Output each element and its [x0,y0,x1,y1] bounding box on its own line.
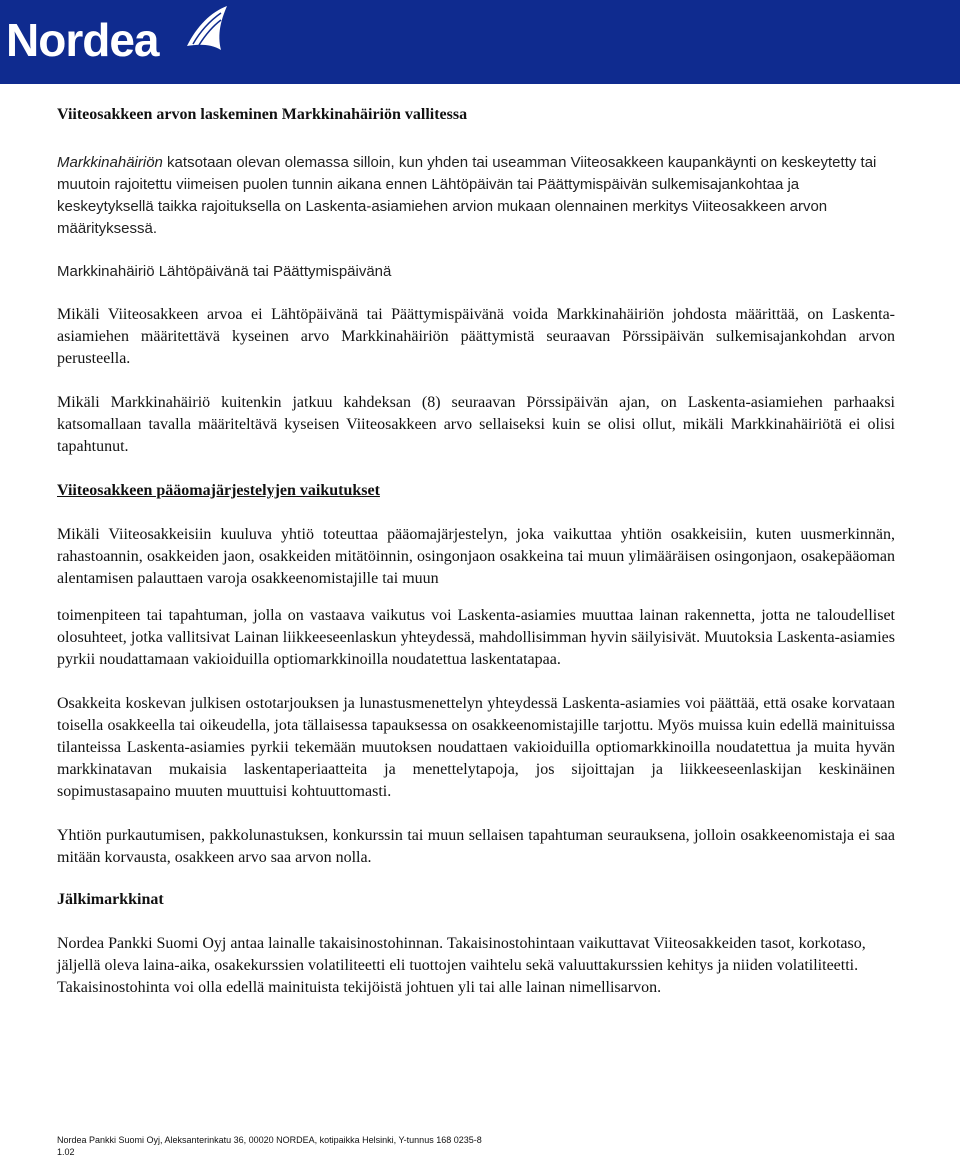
footer-company-info: Nordea Pankki Suomi Oyj, Aleksanterinkatu 36, 00020 NORDEA, kotipaikka Helsinki, Y-tunnus 168 0235-8 [57,1135,482,1145]
section-title-capital-adjustments: Viiteosakkeen pääomajärjestelyjen vaikutukset [57,482,380,499]
document-body [57,104,895,999]
paragraph-adjustment-continued: toimenpiteen tai tapahtuman, jolla on vastaava vaikutus voi Laskenta-asiamies muuttaa lainan rakennetta, jotta ne taloudelliset olosuhteet, jotka vallitsivat Lainan liikkeeseenlaskun yhteydessä, mahdollisimman hyvin säilyisivät. Muutoksia Laskenta-asiamies pyrkii noudattamaan vakioiduilla optiomarkkinoilla noudatettua laskentatapaa. [57,607,895,668]
footer-version: 1.02 [57,1147,75,1157]
logo-wordmark: Nordea [6,14,159,66]
page-header [0,0,960,84]
paragraph-disruption-eight-days: Mikäli Markkinahäiriö kuitenkin jatkuu kahdeksan (8) seuraavan Pörssipäivän ajan, on Laskenta-asiamiehen parhaaksi katsomallaan tavalla määriteltävä kyseisen Viiteosakkeen arvo sellaiseksi kuin se olisi ollut, mikäli Markkinahäiriötä ei olisi tapahtunut. [57,394,895,455]
sail-icon [181,4,231,54]
paragraph-market-disruption-definition [57,152,895,240]
section-title-secondary-market: Jälkimarkkinat [57,891,164,908]
subheading-start-end-date: Markkinahäiriö Lähtöpäivänä tai Päättymispäivänä [57,263,392,280]
paragraph-disruption-valuation: Mikäli Viiteosakkeen arvoa ei Lähtöpäivänä tai Päättymispäivänä voida Markkinahäiriön johdosta määrittää, on Laskenta-asiamiehen määritettävä kyseinen arvo Markkinahäiriön päättymistä seuraavan Pörssipäivän sulkemisajankohdan arvon perusteella. [57,306,895,367]
paragraph-secondary-market: Nordea Pankki Suomi Oyj antaa lainalle takaisinostohinnan. Takaisinostohintaan vaikuttavat Viiteosakkeiden tasot, korkotaso, jäljellä oleva laina-aika, osakekurssien volatiliteetti eli tuottojen vaihtelu sekä valuuttakurssien kehitys ja niiden volatiliteetti. Takaisinostohinta voi olla edellä mainituista tekijöistä johtuen yli tai alle lainan nimellisarvon. [57,935,866,996]
section-title-market-disruption: Viiteosakkeen arvon laskeminen Markkinahäiriön vallitessa [57,106,468,123]
paragraph-text: katsotaan olevan olemassa silloin, kun yhden tai useamman Viiteosakkeen kaupankäynti on keskeytetty tai muutoin rajoitettu viimeisen puolen tunnin aikana ennen Lähtöpäivän tai Päättymispäivän sulkemisajankohtaa ja keskeytyksellä taikka rajoituksella on Laskenta-asiamiehen arvion mukaan olennainen merkitys Viiteosakkeen arvon määrityksessä. [57,154,877,237]
page-footer [57,1134,917,1158]
paragraph-capital-adjustment: Mikäli Viiteosakkeisiin kuuluva yhtiö toteuttaa pääomajärjestelyn, joka vaikuttaa yhtiön osakkeisiin, kuten uusmerkinnän, rahastoannin, osakkeiden jaon, osakkeiden mitätöinnin, osingonjaon osakkeina tai muun ylimääräisen osingonjaon, osakepääoman alentamisen palauttaen varoja osakkeenomistajille tai muun [57,526,895,587]
defined-term: Markkinahäiriön [57,154,163,171]
nordea-logo [6,4,236,68]
paragraph-dissolution: Yhtiön purkautumisen, pakkolunastuksen, konkurssin tai muun sellaisen tapahtuman seurauksena, jolloin osakkeenomistaja ei saa mitään korvausta, osakkeen arvo saa arvon nolla. [57,827,895,866]
paragraph-tender-offer: Osakkeita koskevan julkisen ostotarjouksen ja lunastusmenettelyn yhteydessä Laskenta-asiamies voi päättää, että osake korvataan toisella osakkeella tai oikeudella, jota tällaisessa tapauksessa on osakkeenomistajille tarjottu. Myös muissa kuin edellä mainituissa tilanteissa Laskenta-asiamies pyrkii tekemään muutoksen noudattaen vakioiduilla optiomarkkinoilla noudatettua ja muita hyvän markkinatavan mukaisia laskentaperiaatteita ja menettelytapoja, jos sijoittajan ja liikkeeseenlaskijan keskinäinen sopimustasapaino muuten muuttuisi kohtuuttomasti. [57,695,895,800]
